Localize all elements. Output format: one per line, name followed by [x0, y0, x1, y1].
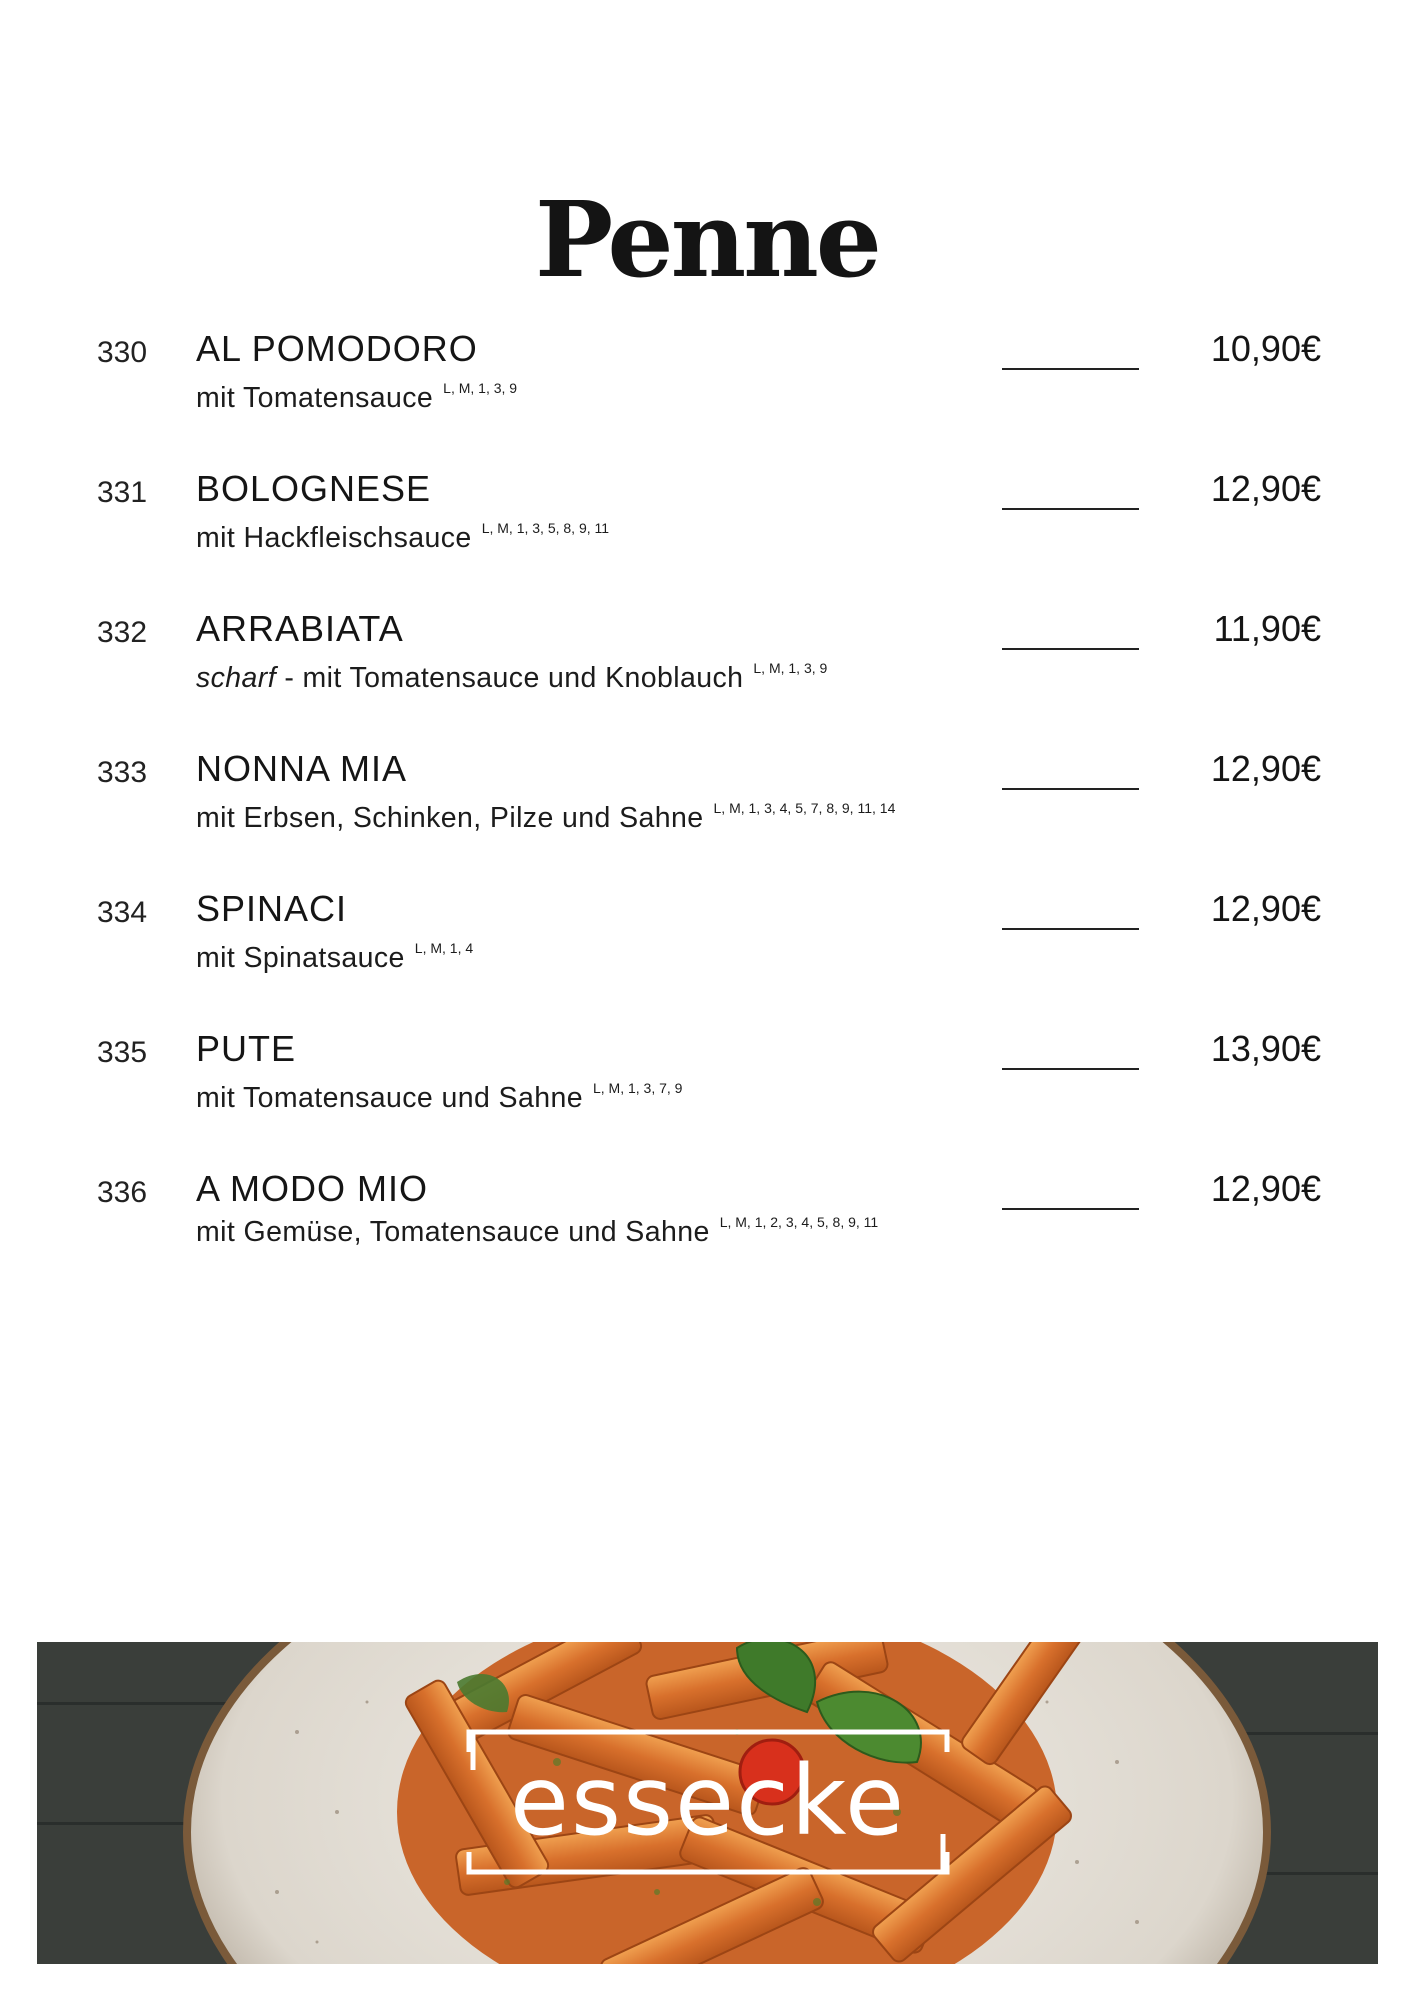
item-description — [196, 382, 517, 415]
item-price: 11,90€ — [1213, 608, 1321, 649]
item-description-text: mit Tomatensauce — [196, 382, 434, 414]
item-number: 334 — [97, 896, 148, 929]
item-description — [196, 1216, 878, 1249]
food-banner — [37, 1642, 1378, 1964]
item-description-emphasis: scharf — [196, 662, 277, 694]
item-allergens: L, M, 1, 3, 5, 8, 9, 11 — [481, 520, 610, 536]
item-price: 12,90€ — [1210, 748, 1321, 789]
item-number: 333 — [97, 756, 148, 789]
item-name: PUTE — [196, 1028, 297, 1069]
menu-item — [0, 328, 1414, 468]
item-description-text: mit Erbsen, Schinken, Pilze und Sahne — [196, 802, 704, 834]
menu-item — [0, 608, 1414, 748]
item-number: 332 — [97, 616, 148, 649]
checkbox-line — [1002, 368, 1139, 370]
menu-item — [0, 468, 1414, 608]
item-name: AL POMODORO — [196, 328, 478, 369]
item-allergens: L, M, 1, 3, 9 — [443, 380, 518, 396]
item-number: 330 — [97, 336, 148, 369]
penne-photo — [37, 1642, 1378, 1964]
item-name: ARRABIATA — [196, 608, 404, 649]
item-price: 13,90€ — [1210, 1028, 1321, 1069]
menu-item — [0, 1168, 1414, 1308]
item-price: 10,90€ — [1210, 328, 1321, 369]
menu-item — [0, 888, 1414, 1028]
logo-text: essecke — [509, 1745, 907, 1857]
item-price: 12,90€ — [1210, 468, 1321, 509]
item-description — [196, 802, 895, 835]
item-description-text: mit Spinatsauce — [196, 942, 405, 974]
item-description — [196, 942, 473, 975]
item-allergens: L, M, 1, 3, 4, 5, 7, 8, 9, 11, 14 — [713, 800, 896, 816]
item-name: SPINACI — [196, 888, 348, 929]
item-description-text: mit Hackfleischsauce — [196, 522, 472, 554]
item-description — [196, 522, 609, 555]
item-description — [196, 662, 827, 695]
item-allergens: L, M, 1, 3, 7, 9 — [592, 1080, 683, 1096]
menu-item — [0, 748, 1414, 888]
checkbox-line — [1002, 648, 1139, 650]
checkbox-line — [1002, 928, 1139, 930]
item-description — [196, 1082, 682, 1115]
item-price: 12,90€ — [1210, 888, 1321, 929]
item-price: 12,90€ — [1210, 1168, 1321, 1209]
checkbox-line — [1002, 1208, 1139, 1210]
item-name: BOLOGNESE — [196, 468, 432, 509]
checkbox-line — [1002, 1068, 1139, 1070]
checkbox-line — [1002, 508, 1139, 510]
item-number: 336 — [97, 1176, 148, 1209]
page-title: Penne — [535, 177, 879, 301]
item-name: NONNA MIA — [196, 748, 408, 789]
item-allergens: L, M, 1, 4 — [414, 940, 474, 956]
menu-item — [0, 1028, 1414, 1168]
item-description-text: - mit Tomatensauce und Knoblauch — [276, 662, 744, 694]
item-description-text: mit Tomatensauce und Sahne — [196, 1082, 583, 1114]
item-name: A MODO MIO — [196, 1168, 429, 1209]
item-number: 331 — [97, 476, 148, 509]
item-allergens: L, M, 1, 2, 3, 4, 5, 8, 9, 11 — [719, 1214, 879, 1230]
item-allergens: L, M, 1, 3, 9 — [753, 660, 828, 676]
menu-list — [0, 328, 1414, 1308]
item-number: 335 — [97, 1036, 148, 1069]
checkbox-line — [1002, 788, 1139, 790]
item-description-text: mit Gemüse, Tomatensauce und Sahne — [196, 1216, 710, 1248]
